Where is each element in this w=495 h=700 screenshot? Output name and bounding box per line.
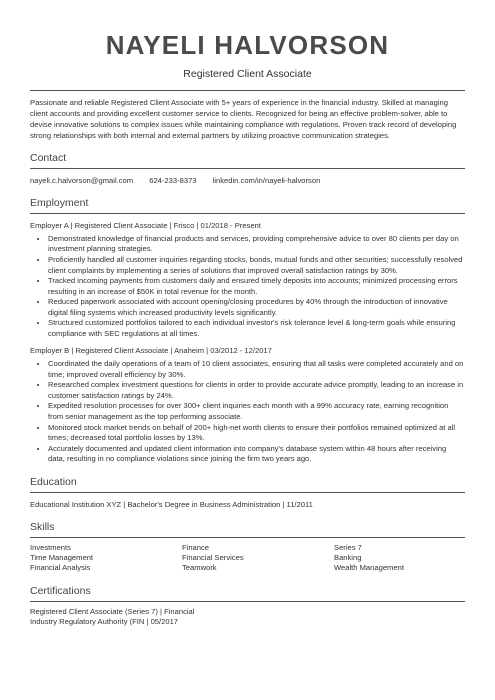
contact-row (30, 175, 465, 186)
skill-item: Teamwork (182, 563, 217, 573)
contact-heading: Contact (30, 152, 465, 169)
skill-item: Banking (334, 552, 362, 562)
summary-paragraph: Passionate and reliable Registered Client Associate with 5+ years of experience in the financial industry. Skilled at managing client accounts and providing excellent customer service to clients. Recognized for being an effective problem-solver, able to devise innovative solutions to complex issues while maintaining compliance with regulations. Proven track record of developing strong relationships with both internal and external partners by utilizing proactive communication strategies. (30, 98, 457, 140)
job-bullet: • Coordinated the daily operations of a team of 10 client associates, ensuring that all tasks were completed accurately and on time; improved overall efficiency by 30%. (48, 359, 465, 380)
skill-item: Finance (182, 542, 210, 552)
header-divider (30, 90, 465, 91)
skills-heading: Skills (30, 521, 465, 538)
contact-email: nayeli.c.halvorson@gmail.com (30, 176, 134, 185)
contact-linkedin: linkedin.com/in/nayeli-halvorson (212, 176, 321, 185)
education-heading: Education (30, 476, 465, 493)
skill-item: Series 7 (334, 542, 362, 552)
job-bullet: • Structured customized portfolios tailored to each individual investor's risk tolerance level & long-term goals while ensuring compliance with SEC regulations at all times. (48, 318, 465, 339)
skill-item: Time Management (30, 552, 94, 562)
skills-grid (30, 543, 465, 574)
skill-item: Financial Analysis (30, 563, 91, 573)
job-bullet: • Demonstrated knowledge of financial products and services, providing comprehensive advice to over 80 clients per day on investment planning strategies. (48, 234, 465, 255)
skill-item: Wealth Management (334, 563, 404, 573)
skill-item: Financial Services (182, 552, 244, 562)
job-header-employer-b: Employer B | Registered Client Associate | Anaheim | 03/2012 - 12/2017 (30, 346, 272, 356)
job-bullets-employer-b (30, 359, 465, 464)
job-bullet: • Expedited resolution processes for over 300+ client inquiries each month with a 99% accuracy rate, earning recognition from senior management as the top performing associate. (48, 401, 465, 422)
job-bullet: • Accurately documented and updated client information into company's database system within 48 hours after receiving data, resulting in no compliance violations since joining the firm two years ago. (48, 444, 465, 465)
skill-item: Investments (30, 542, 71, 552)
candidate-title: Registered Client Associate (183, 68, 312, 80)
job-bullet: • Reduced paperwork associated with account opening/closing procedures by 40% through the introduction of innovative digital filing systems which increased productivity levels significantly. (48, 297, 465, 318)
job-bullet: • Monitored stock market trends on behalf of 200+ high-net worth clients to ensure their portfolios remained optimized at all times; decreased total portfolio losses by 13%. (48, 423, 465, 444)
certification-entry: Registered Client Associate (Series 7) | Financial Industry Regulatory Authority (FIN | 05/2017 (30, 606, 195, 627)
employment-heading: Employment (30, 197, 465, 214)
job-bullet: • Tracked incoming payments from customers daily and ensured timely deposits into accounts; minimized processing errors resulting in an increase of $50K in total revenue for the month. (48, 276, 465, 297)
job-bullet: • Researched complex investment questions for clients in order to provide accurate advice promptly, leading to an increase in customer satisfaction ratings by 24%. (48, 380, 465, 401)
job-bullet: • Proficiently handled all customer inquiries regarding stocks, bonds, mutual funds and other securities; successfully resolved client complaints by implementing a series of solutions that improved overall satisfaction ratings by 30%. (48, 255, 465, 276)
contact-phone: 624-233-8373 (149, 176, 197, 185)
job-bullets-employer-a (30, 234, 465, 339)
job-header-employer-a: Employer A | Registered Client Associate | Frisco | 01/2018 - Present (30, 221, 261, 230)
education-entry: Educational Institution XYZ | Bachelor's Degree in Business Administration | 11/2011 (30, 499, 313, 509)
certifications-heading: Certifications (30, 585, 465, 602)
candidate-name: NAYELI HALVORSON (105, 30, 390, 60)
